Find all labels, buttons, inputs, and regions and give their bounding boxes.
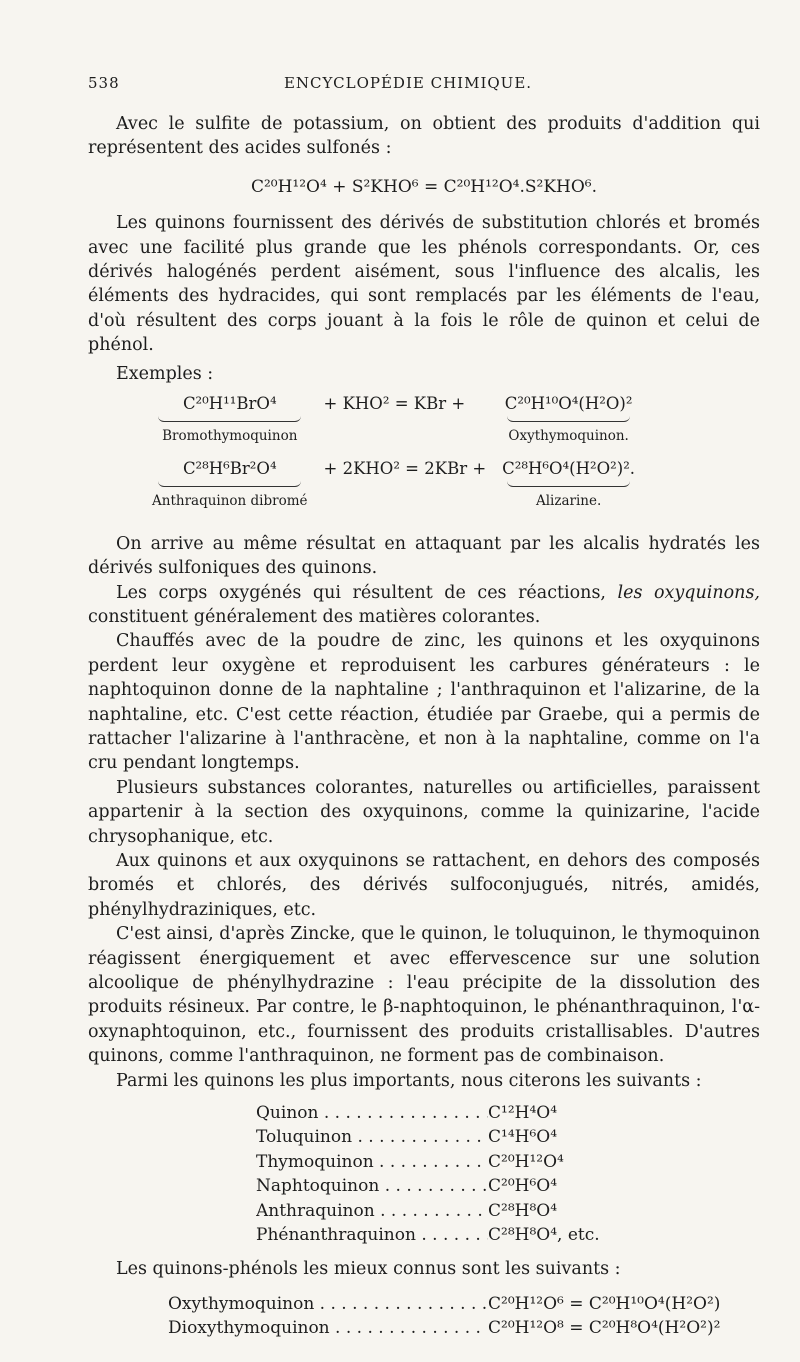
- item-formula: C¹²H⁴O⁴: [488, 1103, 558, 1124]
- formula-oxythymoquinon: C²⁰H¹⁰O⁴(H²O)²: [504, 394, 633, 414]
- paragraph-substitution: Les quinons fournissent des dérivés de substitution chlorés et bromés avec une facilité plus grande que les phénols correspondants. Or, ces dérivés halogénés perdent aisément, sous l'influence des alcalis, les éléments des hydracides, qui sont remplacés par les éléments de l'eau, d'où résultent des corps jouant à la fois le rôle de quinon et celui de phénol.: [88, 213, 760, 356]
- paragraph-colorantes: Plusieurs substances colorantes, naturelles ou artificielles, paraissent appartenir à la section des oxyquinons, comme la quinizarine, l'acide chrysophanique, etc.: [88, 777, 760, 847]
- formula-sulfonate: C²⁰H¹²O⁴ + S²KHO⁶ = C²⁰H¹²O⁴.S²KHO⁶.: [250, 176, 598, 197]
- item-formula: C¹⁴H⁶O⁴: [488, 1127, 558, 1148]
- underbrace: [158, 481, 301, 487]
- paragraph-sulfoniques: On arrive au même résultat en attaquant par les alcalis hydratés les dérivés sulfoniques des quinons.: [88, 533, 760, 579]
- formula-anthraquinon-dibrome: C²⁸H⁶Br²O⁴: [182, 458, 277, 478]
- caption-row: [144, 424, 643, 456]
- text-run: constituent généralement des matières colorantes.: [88, 606, 541, 627]
- list-item: [256, 1223, 760, 1247]
- item-name: Anthraquinon . . .: [256, 1199, 488, 1223]
- underbrace: [158, 416, 301, 422]
- paragraph-quinons-phenols: Les quinons-phénols les mieux connus sont les suivants :: [116, 1259, 621, 1280]
- caption-bromothymoquinon: Bromothymoquinon: [162, 428, 298, 445]
- text-run: Les corps oxygénés qui résultent de ces réactions,: [116, 582, 618, 603]
- quinon-phenols-list: [168, 1292, 760, 1341]
- item-name: Phénanthraquinon . . .: [256, 1223, 488, 1247]
- caption-alizarine: Alizarine.: [535, 493, 602, 510]
- underbrace: [507, 481, 629, 487]
- examples-label: Exemples :: [116, 363, 214, 384]
- equation-row: [144, 392, 643, 424]
- item-name: Naphtoquinon . . .: [256, 1174, 488, 1198]
- equation-mid: + 2KHO² = 2KBr +: [323, 458, 487, 478]
- equation-row: [144, 457, 643, 489]
- item-name: Thymoquinon . . .: [256, 1150, 488, 1174]
- item-formula: C²⁰H¹²O⁶ = C²⁰H¹⁰O⁴(H²O²): [488, 1293, 721, 1314]
- list-item: [256, 1125, 760, 1149]
- list-item: [256, 1101, 760, 1125]
- item-formula: C²⁰H⁶O⁴: [488, 1176, 558, 1197]
- caption-anthraquinon-dibrome: Anthraquinon dibromé: [152, 493, 308, 510]
- paragraph-importants: Parmi les quinons les plus importants, nous citerons les suivants :: [116, 1070, 702, 1091]
- page-body: [88, 112, 760, 1341]
- emphasis-oxyquinons: les oxyquinons,: [617, 582, 760, 603]
- list-item: [168, 1316, 760, 1340]
- item-name: Dioxythymoquinon . . .: [168, 1316, 488, 1340]
- paragraph-zinc: Chauffés avec de la poudre de zinc, les quinons et les oxyquinons perdent leur oxygène et reproduisent les carbures générateurs : le naphtoquinon donne de la naphtaline ; l'anthraquinon et l'alizarine, de la naphtaline, etc. C'est cette réaction, étudiée par Graebe, qui a permis de rattacher l'alizarine à l'anthracène, et non à la naphtaline, comme on l'a cru pendant longtemps.: [88, 631, 760, 774]
- quinons-list: [256, 1101, 760, 1247]
- caption-row: [144, 489, 643, 521]
- running-title: ENCYCLOPÉDIE CHIMIQUE.: [283, 74, 533, 92]
- equation-left: [144, 457, 316, 489]
- equation-right: [494, 392, 643, 424]
- item-formula: C²⁰H¹²O⁸ = C²⁰H⁸O⁴(H²O²)²: [488, 1318, 721, 1339]
- paragraph-derives: Aux quinons et aux oxyquinons se rattachent, en dehors des composés bromés et chlorés, des dérivés sulfoconjugués, nitrés, amidés, phénylhydraziniques, etc.: [88, 850, 760, 920]
- formula-bromothymoquinon: C²⁰H¹¹BrO⁴: [182, 394, 277, 414]
- paragraph-sulfite: Avec le sulfite de potassium, on obtient des produits d'addition qui représentent des acides sulfonés :: [88, 114, 760, 159]
- equation-mid: + KHO² = KBr +: [323, 394, 466, 414]
- caption-oxythymoquinon: Oxythymoquinon.: [508, 428, 629, 445]
- item-name: Toluquinon . . .: [256, 1125, 488, 1149]
- list-item: [256, 1199, 760, 1223]
- item-formula: C²⁸H⁸O⁴: [488, 1200, 558, 1221]
- example-equations: [144, 392, 643, 522]
- item-name: Quinon . . .: [256, 1101, 488, 1125]
- paragraph-zincke: C'est ainsi, d'après Zincke, que le quinon, le toluquinon, le thymoquinon réagissent énergiquement et avec effervescence sur une solution alcoolique de phénylhydrazine : l'eau précipite de la dissolution des produits résineux. Par contre, le β-naphtoquinon, le phénanthraquinon, l'α-oxynaphtoquinon, etc., fournissent des produits cristallisables. D'autres quinons, comme l'anthraquinon, ne forment pas de combinaison.: [88, 924, 760, 1067]
- list-item: [256, 1150, 760, 1174]
- equation-right: [494, 457, 643, 489]
- list-item: [168, 1292, 760, 1316]
- item-name: Oxythymoquinon . . .: [168, 1292, 488, 1316]
- item-formula: C²⁸H⁸O⁴, etc.: [488, 1225, 600, 1246]
- paragraph-oxyquinons: [88, 581, 760, 630]
- page-number: 538: [88, 74, 120, 92]
- equation-left: [144, 392, 316, 424]
- item-formula: C²⁰H¹²O⁴: [488, 1151, 564, 1172]
- underbrace: [507, 416, 629, 422]
- formula-alizarine: C²⁸H⁶O⁴(H²O²)².: [502, 458, 636, 478]
- list-item: [256, 1174, 760, 1198]
